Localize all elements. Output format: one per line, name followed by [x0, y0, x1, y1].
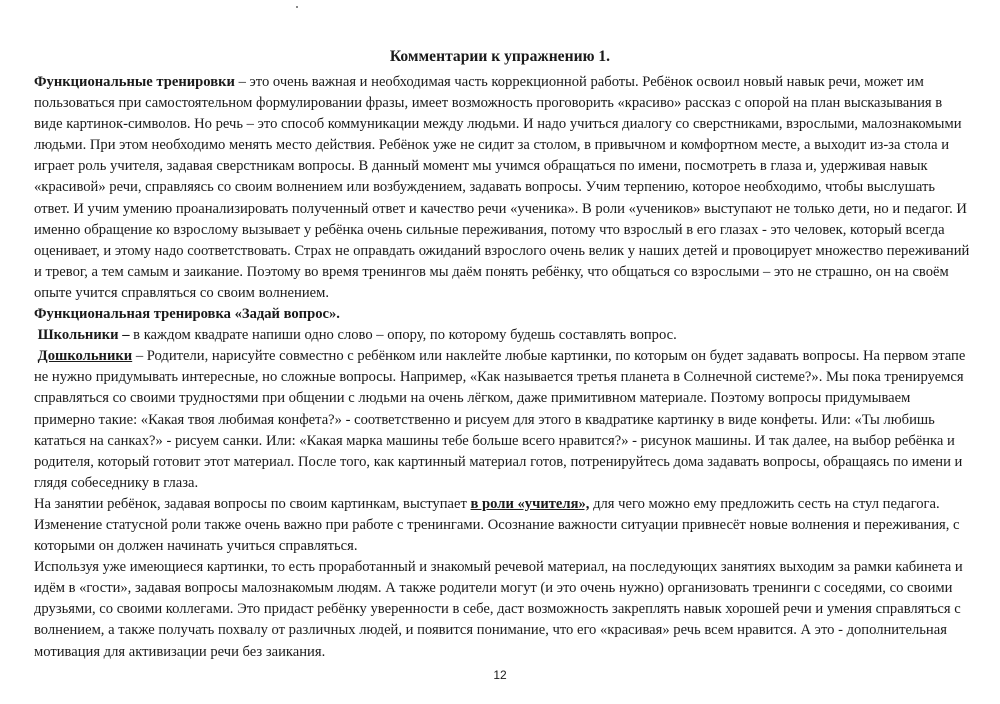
page-number: 12	[493, 668, 507, 682]
paragraph-text: – Родители, нарисуйте совместно с ребёнком или наклейте любые картинки, по которым он будет задавать вопросы. На первом этапе не нужно придумывать интересные, но сложные вопросы. Например, «Как называется третья планета в Солнечной системе?». Мы пока тренируемся справляться со своими трудностями при общении с людьми на очень лёгком, даже примитивном материале. Поэтому вопросы придумываем примерно такие: «Какая твоя любимая конфета?» - соответственно и рисуем для этого в квадратике картинку в виде конфеты. Или: «Ты любишь кататься на санках?» - рисуем санки. Или: «Какая марка машины тебе больше всего нравится?» - рисунок машины. И так далее, на выбор ребёнка и родителя, который готовит этот материал. После того, как картинный материал готов, потренируйтесь дома задавать вопросы, обращаясь по имени и глядя собеседнику в глаза.	[34, 348, 966, 491]
paragraph-text: – это очень важная и необходимая часть коррекционной работы. Ребёнок освоил новый навык речи, может им пользоваться при самостоятельном формулировании фразы, имеет возможность проговорить «красиво» рассказ с опорой на план высказывания в виде картинок-символов. Но речь – это способ коммуникации между людьми. И надо учиться диалогу со сверстниками, взрослыми, малознакомыми людьми. При этом необходимо менять место действия. Ребёнок уже не сидит за столом, в привычном и комфортном месте, а выходит из-за стола и играет роль учителя, задавая сверстникам вопросы. В данный момент мы учимся обращаться по имени, посмотреть в глаза и, удерживая навык «красивой» речи, справляясь со своим волнением или возбуждением, задавать вопросы. Учим терпению, которое необходимо, чтобы выслушать ответ. И учим умению проанализировать полученный ответ и качество речи «ученика». В роли «учеников» выступают не только дети, но и педагог. И именно обращение ко взрослому вызывает у ребёнка очень сильные переживания, потому что взрослый в его глазах - это человек, который всегда оценивает, и этому надо соответствовать. Страх не оправдать ожиданий взрослого очень велик у наших детей и провоцирует множество переживаний и тревог, а тем самым и заикание. Поэтому во время тренингов мы даём понять ребёнку, что общаться со взрослыми – это не страшно, он на своём опыте учится справляться со своим волнением.	[34, 74, 970, 301]
document-body	[34, 72, 974, 663]
term-preschoolers: Дошкольники	[37, 348, 133, 365]
paragraph-text: в каждом квадрате напиши одно слово – опору, по которому будешь составлять вопрос.	[129, 327, 677, 344]
scan-speck	[296, 6, 298, 8]
paragraph-preschoolers	[34, 346, 974, 494]
page-title: Комментарии к упражнению 1.	[389, 48, 611, 65]
emphasis-teacher-role: в роли «учителя»,	[470, 495, 590, 512]
term-schoolkids: Школьники –	[37, 327, 130, 344]
term-functional-training: Функциональные тренировки	[34, 74, 235, 90]
paragraph-lesson: На занятии ребёнок, задавая вопросы по своим картинкам, выступает в роли «учителя», для чего можно ему предложить сесть на стул педагога. Изменение статусной роли также очень важно при работе с тренингами. Осознание важности ситуации привнесёт новые волнения и переживания, с которыми он должен начинать учиться справляться.	[34, 495, 960, 555]
paragraph-functional-training	[34, 72, 974, 304]
paragraph-closing: Используя уже имеющиеся картинки, то есть проработанный и знакомый речевой материал, на последующих занятиях выходим за рамки кабинета и идём в «гости», задавая вопросы малознакомым людям. А также родители могут (и это очень нужно) организовать тренинги с соседями, со своими друзьями, со своими коллегами. Это придаст ребёнку уверенности в себе, даст возможность закреплять навык хорошей речи и умения справляться с волнением, а также получать похвалу от различных людей, и появится понимание, что его «красивая» речь всем нравится. А это - дополнительная мотивация для активизации речи без заикания.	[34, 559, 963, 660]
subheading: Функциональная тренировка «Задай вопрос».	[34, 306, 340, 323]
paragraph-schoolkids	[34, 325, 974, 346]
